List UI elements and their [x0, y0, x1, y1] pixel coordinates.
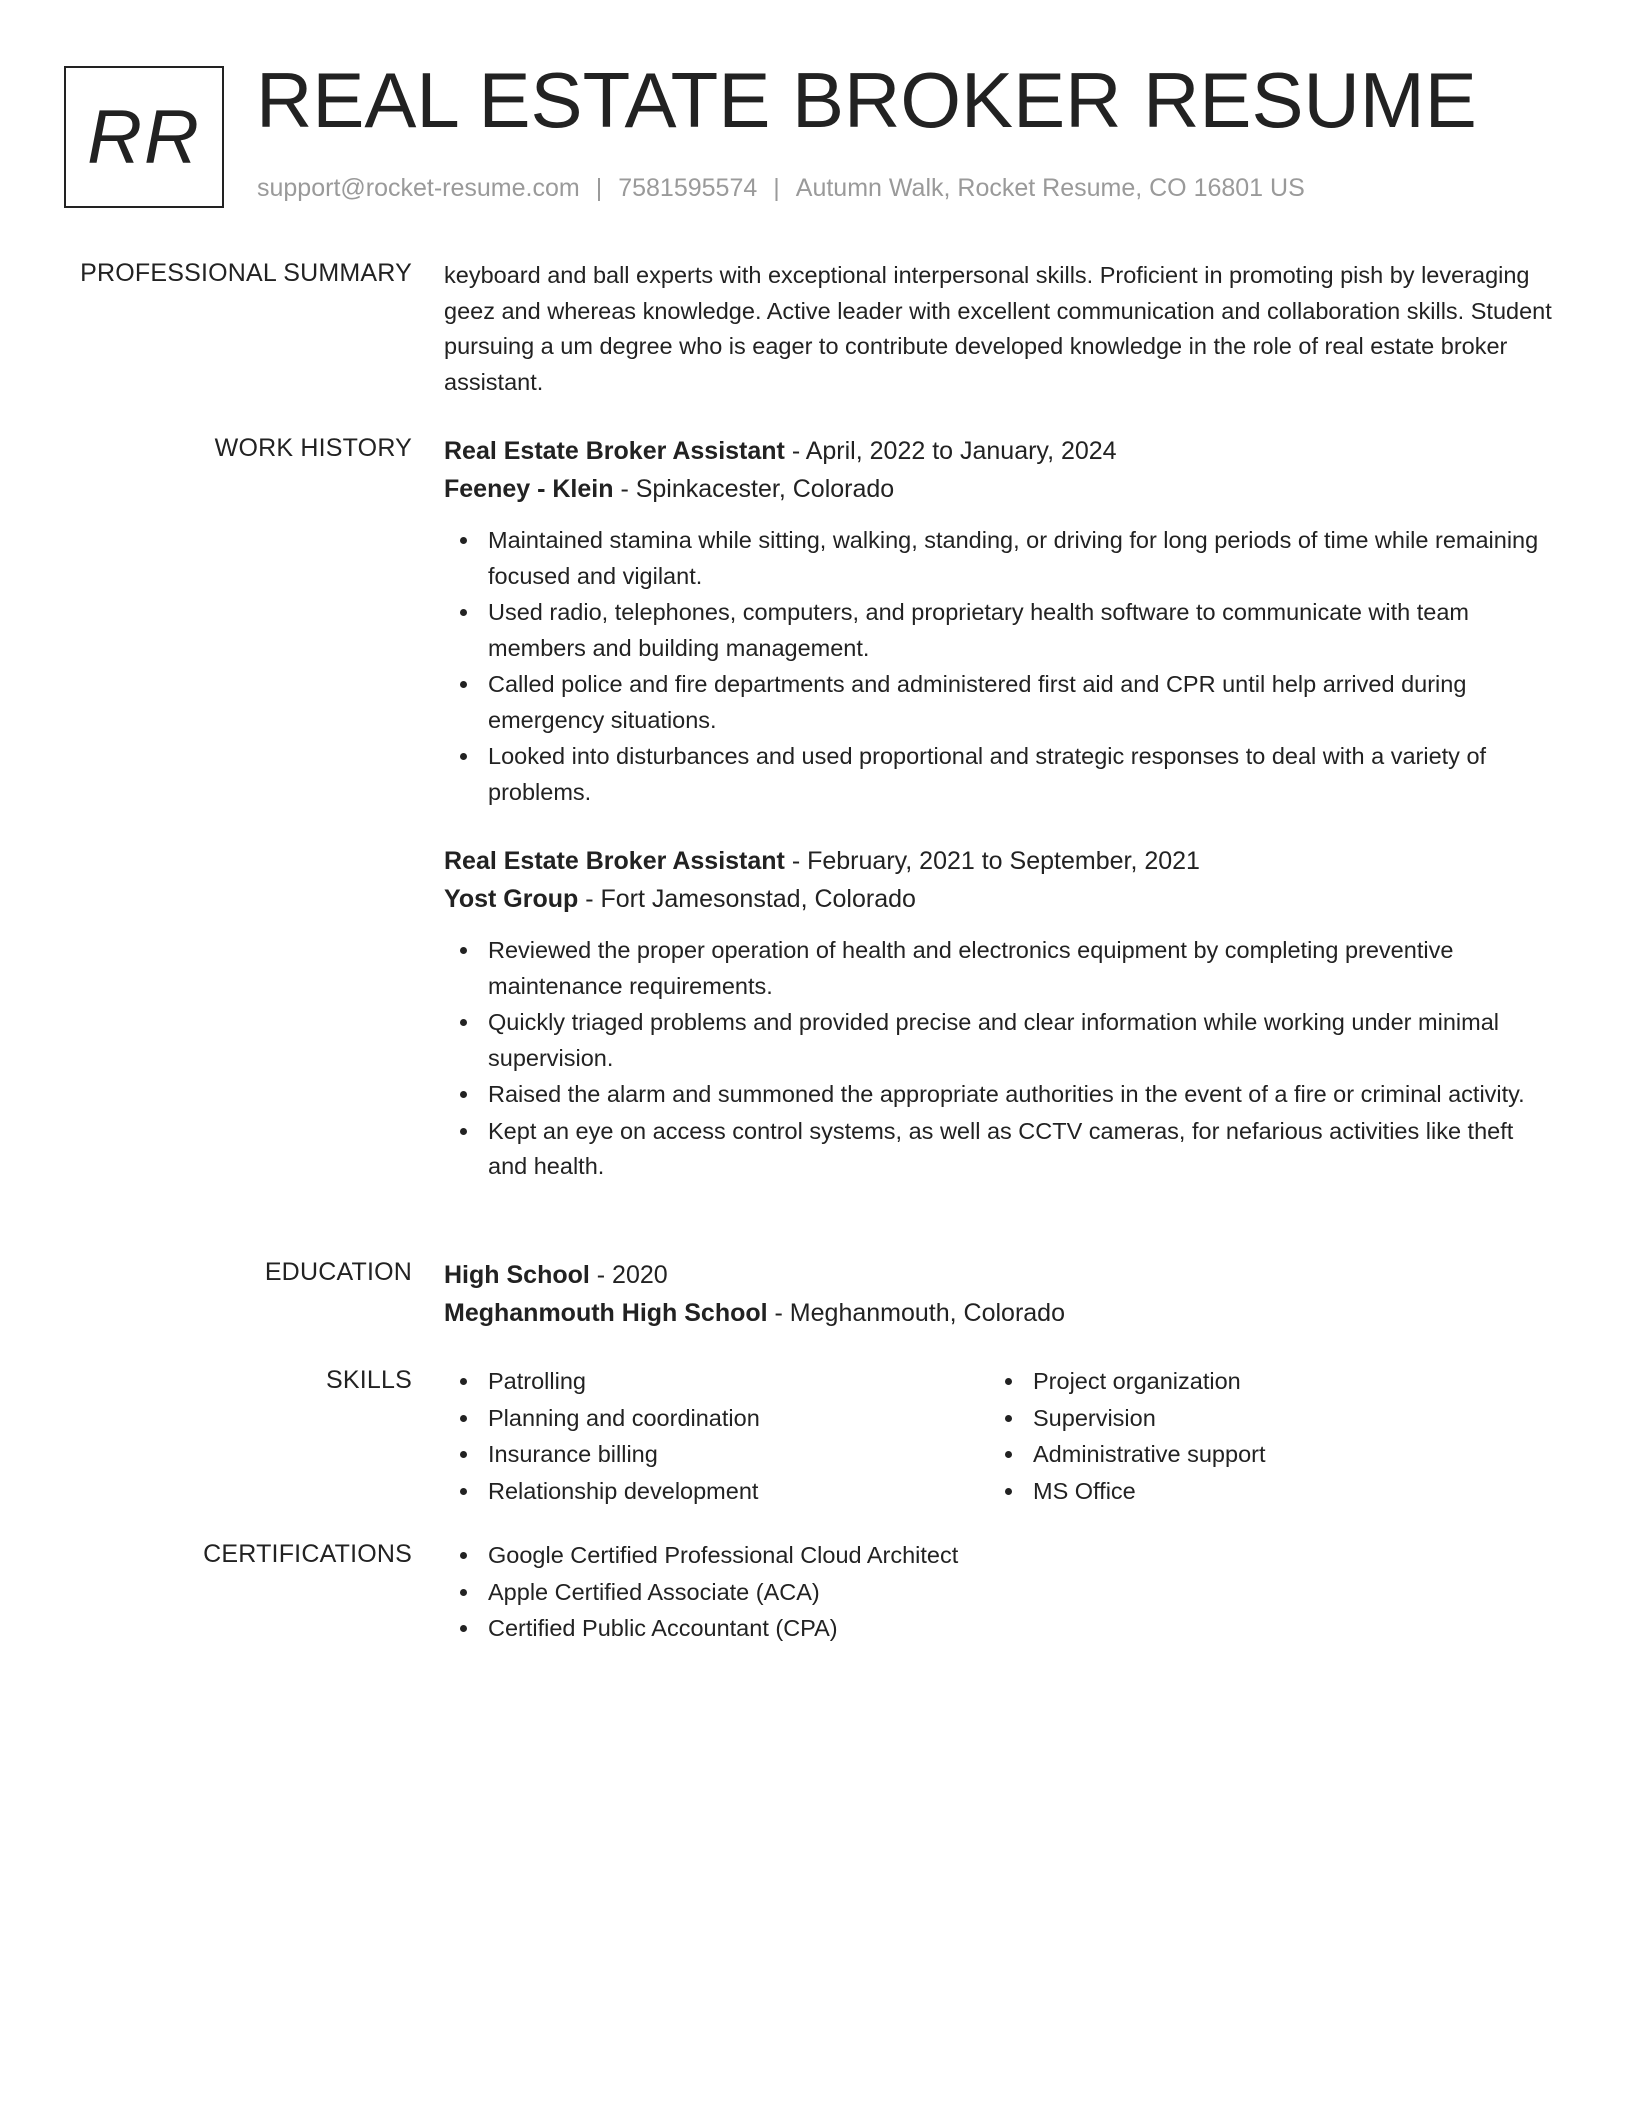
contact-email[interactable]: support@rocket-resume.com [257, 174, 580, 202]
job-title: Real Estate Broker Assistant [444, 847, 785, 875]
school-name: Meghanmouth High School [444, 1299, 768, 1327]
job-duty: Raised the alarm and summoned the appropriate authorities in the event of a fire or criminal activity. [444, 1077, 1556, 1113]
education-body [444, 1256, 1556, 1332]
skill-item: MS Office [989, 1474, 1534, 1510]
job-duty: Kept an eye on access control systems, as well as CCTV cameras, for nefarious activities like theft and health. [444, 1114, 1556, 1185]
skill-item: Patrolling [444, 1364, 989, 1400]
job-duty: Used radio, telephones, computers, and proprietary health software to communicate with team members and building management. [444, 595, 1556, 666]
company-name: Yost Group [444, 885, 579, 913]
section-heading-work-history: WORK HISTORY [214, 434, 412, 462]
contact-separator: | [773, 174, 780, 202]
company-location: - Spinkacester, Colorado [613, 475, 895, 503]
job-entry [444, 842, 1556, 1185]
contact-separator: | [595, 174, 603, 202]
monogram-initials: RR [87, 94, 201, 180]
certifications-list [444, 1538, 1556, 1647]
job-title: Real Estate Broker Assistant [444, 437, 785, 465]
skill-item: Project organization [989, 1364, 1534, 1400]
job-title-line [444, 432, 1556, 470]
skill-item: Administrative support [989, 1437, 1534, 1473]
resume-title: REAL ESTATE BROKER RESUME [256, 56, 1477, 144]
job-duty: Maintained stamina while sitting, walking, standing, or driving for long periods of time while remaining focused and vigilant. [444, 523, 1556, 594]
degree-name: High School [444, 1261, 590, 1289]
work-history-body [444, 432, 1556, 1186]
company-line [444, 470, 1556, 508]
school-line [444, 1294, 1556, 1332]
company-name: Feeney - Klein [444, 475, 614, 503]
section-heading-summary: PROFESSIONAL SUMMARY [80, 259, 412, 287]
degree-year: - 2020 [589, 1261, 668, 1289]
section-heading-education: EDUCATION [264, 1258, 412, 1286]
monogram-logo [64, 66, 224, 208]
certification-item: Apple Certified Associate (ACA) [444, 1575, 1556, 1611]
job-dates: - April, 2022 to January, 2024 [784, 437, 1117, 465]
skills-grid [444, 1364, 1556, 1510]
job-entry [444, 432, 1556, 810]
skill-item: Relationship development [444, 1474, 989, 1510]
job-duty: Called police and fire departments and administered first aid and CPR until help arrived during emergency situations. [444, 667, 1556, 738]
job-duties-list [444, 933, 1556, 1185]
certifications-body [444, 1538, 1556, 1648]
job-duty: Quickly triaged problems and provided precise and clear information while working under minimal supervision. [444, 1005, 1556, 1076]
company-line [444, 880, 1556, 918]
school-location: - Meghanmouth, Colorado [767, 1299, 1065, 1327]
skill-item: Insurance billing [444, 1437, 989, 1473]
summary-text: keyboard and ball experts with exceptional interpersonal skills. Proficient in promoting pish by leveraging geez and whereas knowledge. Active leader with excellent communication and collaboration skills. Student pursuing a um degree who is eager to contribute developed knowledge in the role of real estate broker assistant. [444, 262, 1552, 395]
company-location: - Fort Jamesonstad, Colorado [578, 885, 916, 913]
skill-item: Supervision [989, 1401, 1534, 1437]
skill-item: Planning and coordination [444, 1401, 989, 1437]
certification-item: Certified Public Accountant (CPA) [444, 1611, 1556, 1647]
skills-column [444, 1364, 989, 1510]
section-heading-skills: SKILLS [326, 1366, 412, 1394]
certification-item: Google Certified Professional Cloud Architect [444, 1538, 1556, 1574]
skills-list [989, 1364, 1534, 1509]
section-heading-certifications: CERTIFICATIONS [203, 1540, 412, 1568]
job-duty: Reviewed the proper operation of health and electronics equipment by completing preventive maintenance requirements. [444, 933, 1556, 1004]
job-title-line [444, 842, 1556, 880]
degree-line [444, 1256, 1556, 1294]
skills-list [444, 1364, 989, 1509]
skills-column [989, 1364, 1534, 1510]
contact-phone[interactable]: 7581595574 [618, 174, 758, 202]
contact-address: Autumn Walk, Rocket Resume, CO 16801 US [795, 174, 1305, 202]
job-dates: - February, 2021 to September, 2021 [784, 847, 1200, 875]
job-duty: Looked into disturbances and used proportional and strategic responses to deal with a variety of problems. [444, 739, 1556, 810]
contact-line [257, 174, 1305, 203]
job-duties-list [444, 523, 1556, 810]
